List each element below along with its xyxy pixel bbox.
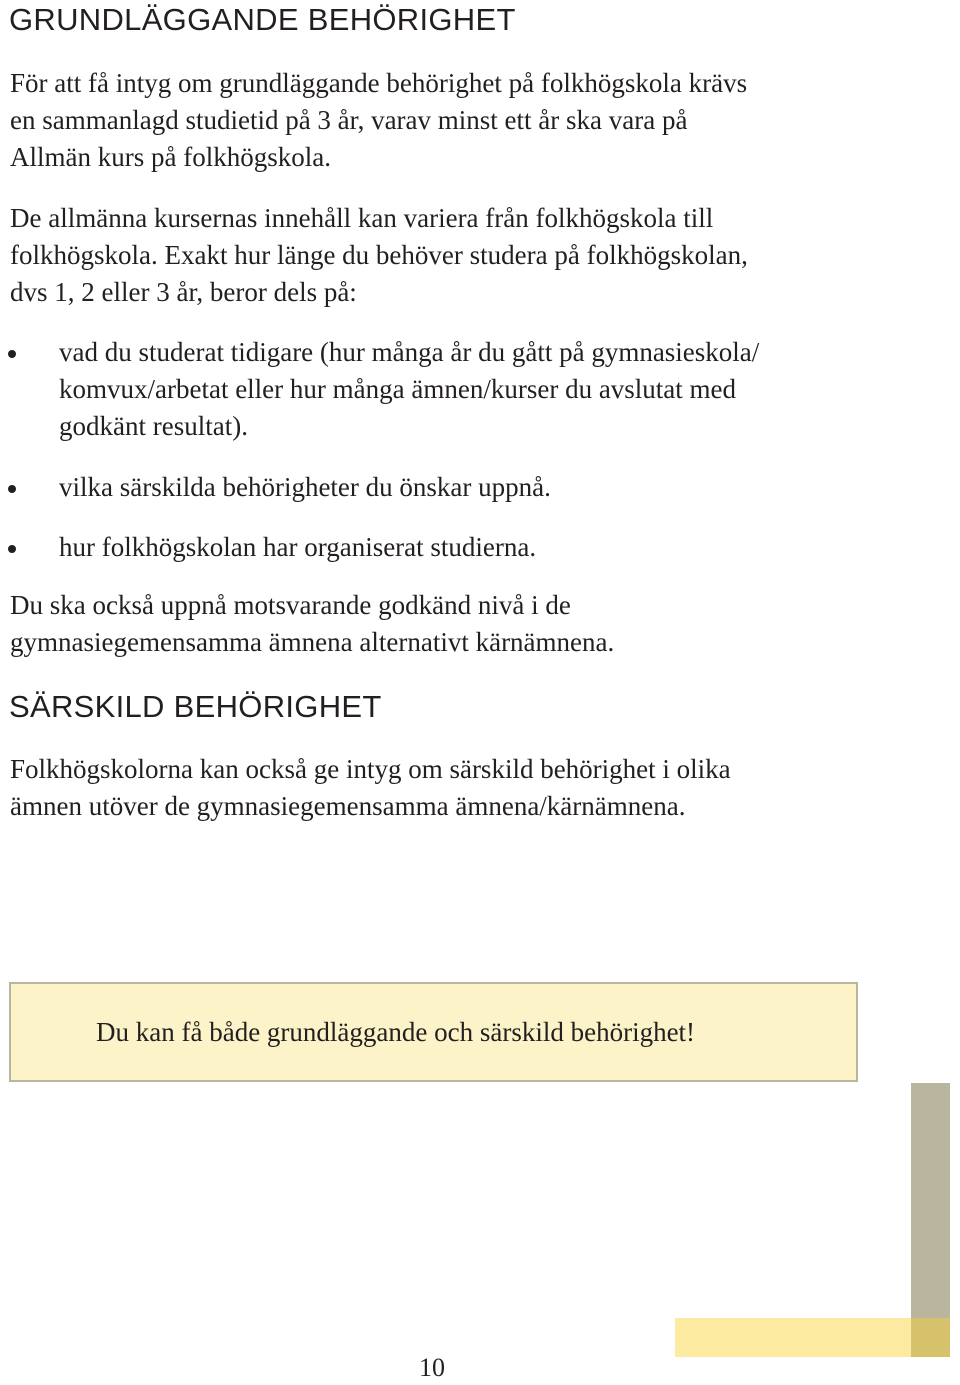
list-item [59,334,759,445]
text-line: dvs 1, 2 eller 3 år, beror dels på: [10,277,357,307]
text-line: komvux/arbetat eller hur många ämnen/kurser du avslutat med [59,374,737,404]
paragraph-sarskild [10,751,731,825]
decorative-corner-square [911,1318,950,1357]
bullet-dot [8,545,16,553]
paragraph-kursernas-innehall [10,200,748,311]
list-item [59,529,536,566]
text-line: ämnen utöver de gymnasiegemensamma ämnena/kärnämnena. [10,791,686,821]
text-line: vilka särskilda behörigheter du önskar uppnå. [59,472,551,502]
page-number: 10 [419,1353,445,1382]
text-line: gymnasiegemensamma ämnena alternativt kärnämnena. [10,627,615,657]
bullet-dot [8,350,16,358]
text-line: Du ska också uppnå motsvarande godkänd nivå i de [10,590,571,620]
text-line: hur folkhögskolan har organiserat studierna. [59,532,537,562]
decorative-bar-vertical [911,1083,950,1320]
callout-box [9,982,858,1082]
text-line: Allmän kurs på folkhögskola. [10,142,331,172]
text-line: godkänt resultat). [59,411,248,441]
text-line: vad du studerat tidigare (hur många år du gått på gymnasieskola/ [59,337,760,367]
text-line: folkhögskola. Exakt hur länge du behöver studera på folkhögskolan, [10,240,748,270]
bullet-dot [8,485,16,493]
callout-text: Du kan få både grundläggande och särskild behörighet! [96,1017,696,1047]
section-heading-sarskild: SÄRSKILD BEHÖRIGHET [9,689,382,724]
text-line: Folkhögskolorna kan också ge intyg om särskild behörighet i olika [10,754,731,784]
text-line: De allmänna kursernas innehåll kan variera från folkhögskola till [10,203,714,233]
list-item [59,469,551,506]
decorative-bar-horizontal [675,1318,912,1357]
text-line: För att få intyg om grundläggande behörighet på folkhögskola krävs [10,68,748,98]
paragraph-godkand-niva [10,587,614,661]
paragraph-intyg [10,65,747,176]
section-heading-grundlaggande: GRUNDLÄGGANDE BEHÖRIGHET [9,2,516,37]
text-line: en sammanlagd studietid på 3 år, varav minst ett år ska vara på [10,105,688,135]
